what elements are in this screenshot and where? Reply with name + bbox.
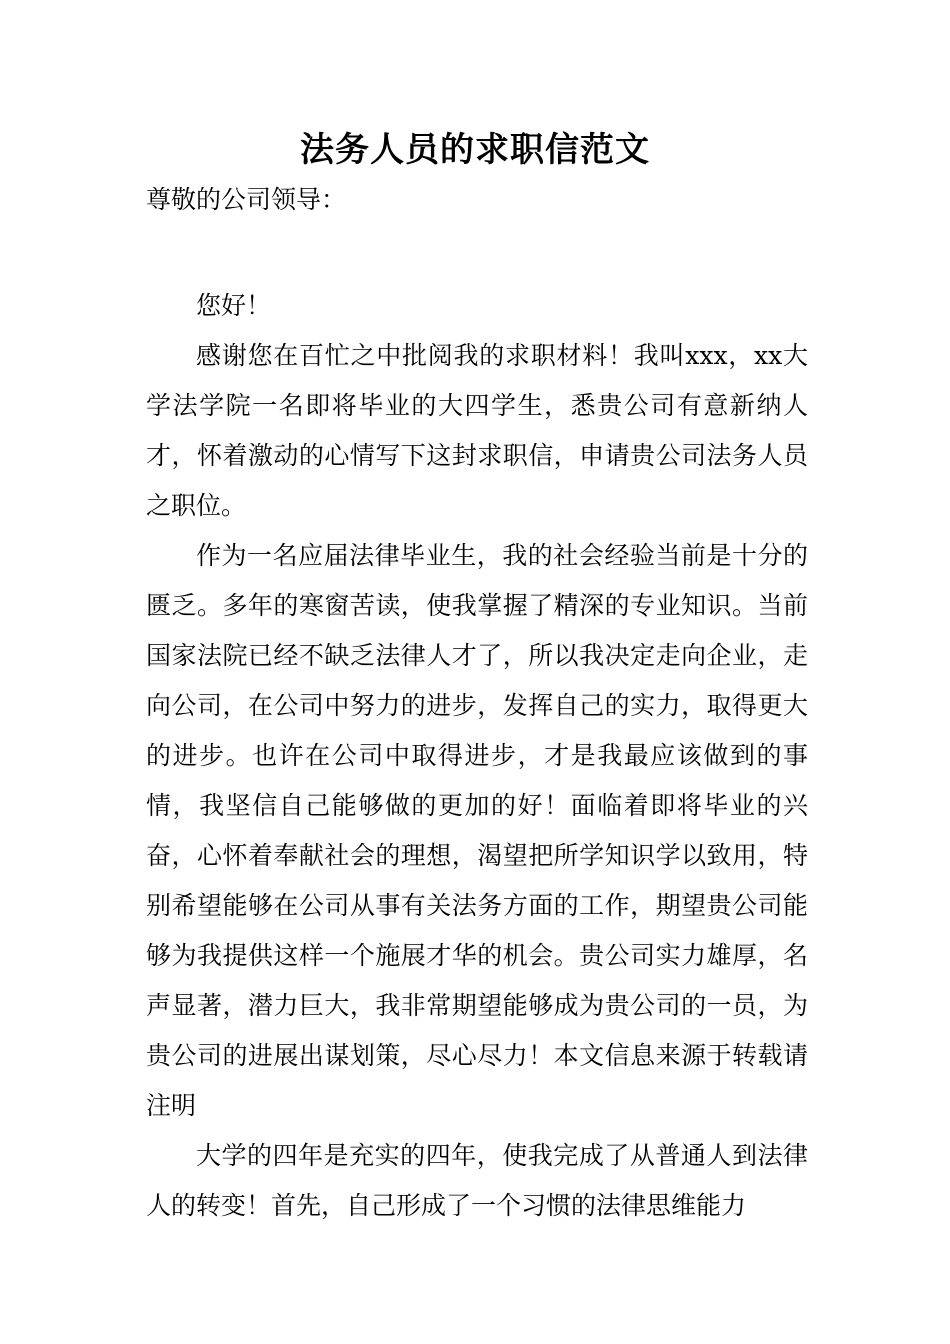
document-title: 法务人员的求职信范文	[300, 130, 650, 170]
letter-body	[146, 281, 808, 1231]
paragraph-university: 大学的四年是充实的四年，使我完成了从普通人到法律人的转变！首先，自己形成了一个习惯的法律思维能力	[146, 1141, 808, 1220]
paragraph-experience: 作为一名应届法律毕业生，我的社会经验当前是十分的匮乏。多年的寒窗苦读，使我掌握了精深的专业知识。当前国家法院已经不缺乏法律人才了，所以我决定走向企业，走向公司，在公司中努力的进步，发挥自己的实力，取得更大的进步。也许在公司中取得进步，才是我最应该做到的事情，我坚信自己能够做的更加的好！面临着即将毕业的兴奋，心怀着奉献社会的理想，渴望把所学知识学以致用，特别希望能够在公司从事有关法务方面的工作，期望贵公司能够为我提供这样一个施展才华的机会。贵公司实力雄厚，名声显著，潜力巨大，我非常期望能够成为贵公司的一员，为贵公司的进展出谋划策，尽心尽力！本文信息来源于转载请注明	[146, 541, 808, 1120]
paragraph-introduction: 感谢您在百忙之中批阅我的求职材料！我叫xxx，xx大学法学院一名即将毕业的大四学生，悉贵公司有意新纳人才，怀着激动的心情写下这封求职信，申请贵公司法务人员之职位。	[146, 341, 808, 520]
salutation: 尊敬的公司领导：	[146, 185, 347, 214]
paragraph-greeting: 您好！	[196, 291, 272, 320]
